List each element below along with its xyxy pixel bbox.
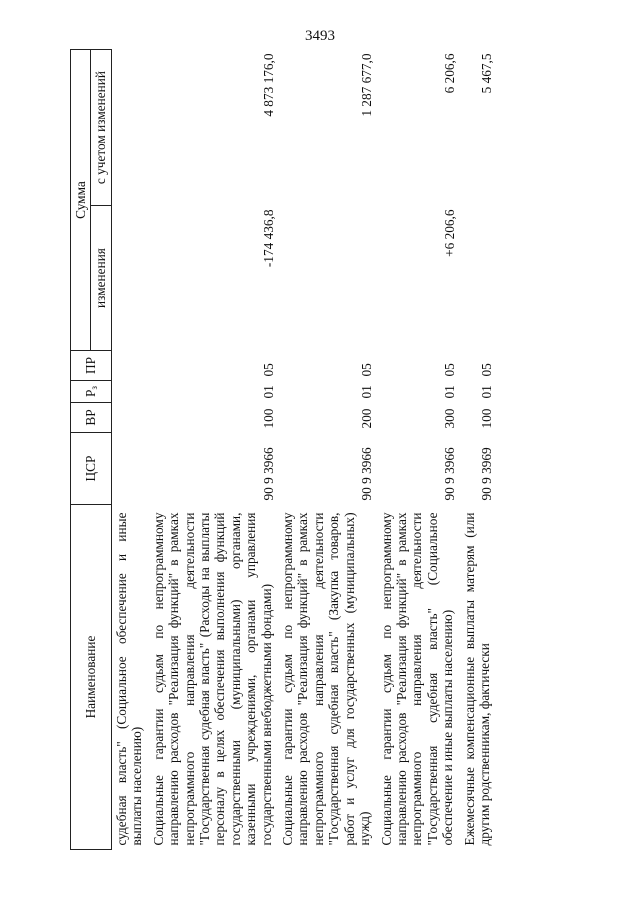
row-vr: 200 [359, 408, 375, 429]
table-row [460, 50, 497, 850]
header-csr: ЦСР [71, 433, 112, 505]
row-csr [111, 433, 148, 505]
row-change: +6 206,6 [442, 209, 458, 257]
table-row [278, 50, 377, 850]
row-vr [111, 403, 148, 433]
table-row [149, 50, 278, 850]
budget-table [70, 49, 497, 850]
row-rz: 01 [359, 385, 375, 399]
row-vr: 100 [479, 408, 495, 429]
row-csr: 90 9 3969 [479, 447, 495, 501]
row-change [111, 206, 148, 351]
row-pr [111, 351, 148, 381]
row-vr: 100 [260, 408, 276, 429]
page-number: 3493 [305, 28, 335, 44]
header-rz-sub: з [88, 386, 99, 390]
table-row [111, 50, 148, 850]
row-total: 1 287 677,0 [359, 53, 375, 117]
row-name: Ежемесячные компенсационные выплаты матерям (или другим родственникам, фактически [461, 512, 493, 846]
row-change [460, 206, 497, 351]
header-rz [71, 381, 112, 403]
row-rz: 01 [260, 385, 276, 399]
rotated-table-container [70, 50, 570, 850]
row-rz [111, 381, 148, 403]
row-name: судебная власть" (Социальное обеспечение и иные выплаты населению) [113, 512, 145, 846]
row-name: Социальные гарантии судьям по непрограммному направлению расходов "Реализация функций" в рамках непрограммного направления деятельности "Государственная судебная власть" (Социальное обеспечение и иные выплаты населению) [378, 512, 456, 846]
row-total [111, 50, 148, 206]
row-pr: 05 [260, 363, 276, 377]
row-csr: 90 9 3966 [260, 447, 276, 501]
row-vr: 300 [442, 408, 458, 429]
row-pr: 05 [442, 363, 458, 377]
row-change [278, 206, 377, 351]
header-with-changes: с учетом изменений [91, 50, 111, 206]
row-total: 5 467,5 [479, 53, 495, 94]
header-name: Наименование [71, 505, 112, 850]
row-name: Социальные гарантии судьям по непрограммному направлению расходов "Реализация функций" в рамках непрограммного направления деятельности "Государственная судебная власть" (Закупка товаров, работ и услуг для государственных (муниципальных) нужд) [280, 512, 373, 846]
row-name: Социальные гарантии судьям по непрограммному направлению расходов "Реализация функций" в рамках непрограммного направления деятельности "Государственная судебная власть" (Расходы на выплаты персоналу в целях обеспечения выполнения функций государственными (муниципальными) органами, казенными учреждениями, органами управления государственными внебюджетными фондами) [150, 512, 274, 846]
row-total: 4 873 176,0 [260, 53, 276, 117]
row-csr: 90 9 3966 [359, 447, 375, 501]
row-change: -174 436,8 [260, 209, 276, 268]
header-sum: Сумма [71, 50, 91, 351]
header-change: изменения [91, 206, 111, 351]
header-rz-main: Р [82, 389, 98, 397]
table-row [377, 50, 460, 850]
header-pr: ПР [71, 351, 112, 381]
row-pr: 05 [359, 363, 375, 377]
row-pr: 05 [479, 363, 495, 377]
row-rz: 01 [442, 385, 458, 399]
row-total: 6 206,6 [442, 53, 458, 94]
row-rz: 01 [479, 385, 495, 399]
header-vr: ВР [71, 403, 112, 433]
row-csr: 90 9 3966 [442, 447, 458, 501]
